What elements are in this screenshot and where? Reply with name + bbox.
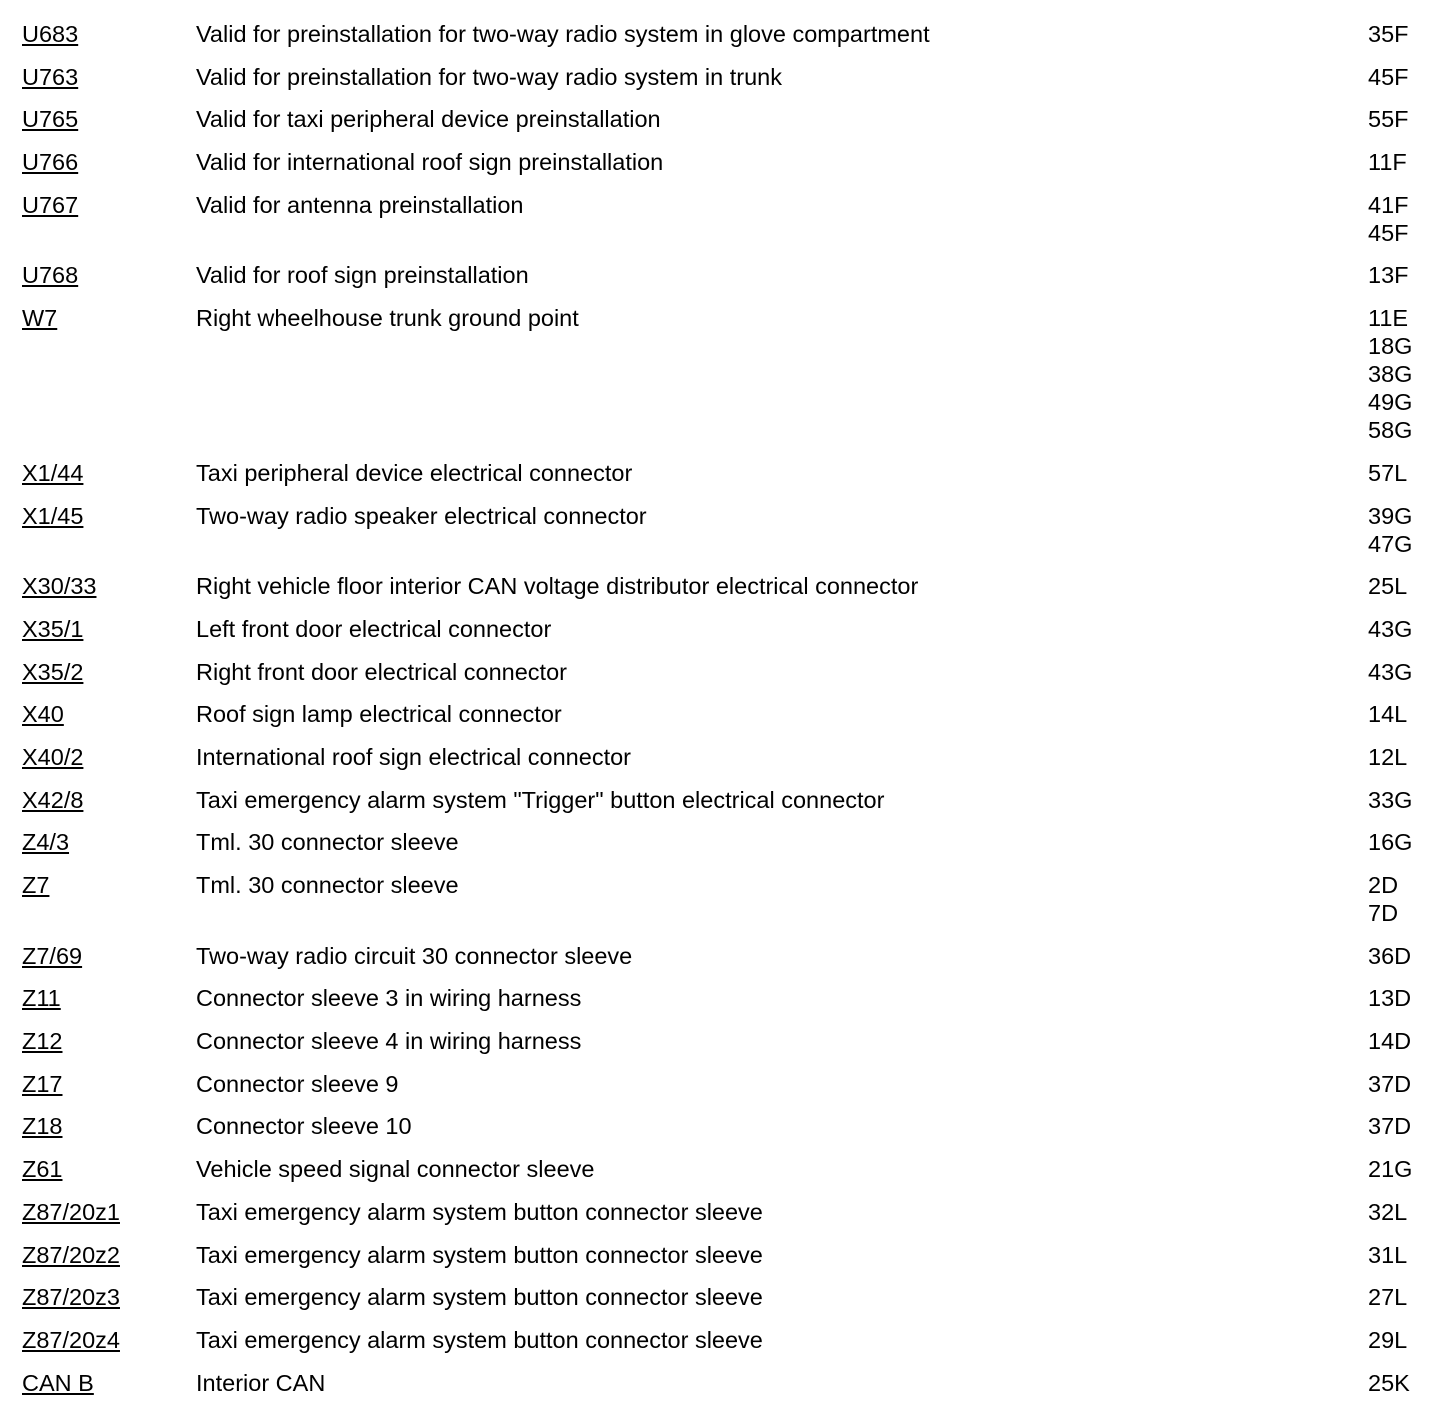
grid-reference: 58G: [1368, 417, 1413, 444]
grid-reference-list: [1368, 1155, 1456, 1183]
component-code-link[interactable]: U683: [22, 21, 79, 47]
legend-row: [0, 1027, 1456, 1070]
component-description: Valid for preinstallation for two-way radio system in trunk: [196, 63, 782, 90]
grid-reference-list: [1368, 261, 1456, 289]
grid-reference: 25L: [1368, 573, 1408, 600]
grid-reference-list: [1368, 304, 1456, 444]
legend-row: [0, 871, 1456, 942]
component-description: Two-way radio circuit 30 connector sleeve: [196, 942, 633, 969]
component-description: Roof sign lamp electrical connector: [196, 701, 562, 728]
component-description: Taxi emergency alarm system button connector sleeve: [196, 1241, 763, 1268]
grid-reference-list: [1368, 191, 1456, 247]
component-code-link[interactable]: X40/2: [22, 743, 84, 770]
grid-reference: 31L: [1368, 1241, 1408, 1268]
component-description: Right front door electrical connector: [196, 658, 567, 685]
grid-reference: 2D: [1368, 872, 1399, 898]
legend-row: [0, 1112, 1456, 1155]
component-description: Right vehicle floor interior CAN voltage distributor electrical connector: [196, 573, 919, 600]
component-description: Left front door electrical connector: [196, 615, 552, 642]
legend-row: [0, 1155, 1456, 1198]
grid-reference: 11F: [1368, 149, 1407, 176]
grid-reference-list: [1368, 786, 1456, 814]
component-code-link[interactable]: Z7/69: [22, 942, 83, 969]
component-code-link[interactable]: X40: [22, 701, 64, 728]
legend-row: [0, 615, 1456, 658]
legend-row: [0, 1070, 1456, 1113]
grid-reference-list: [1368, 1283, 1456, 1311]
grid-reference-list: [1368, 502, 1456, 558]
legend-row: [0, 743, 1456, 786]
grid-reference: 14D: [1368, 1028, 1412, 1055]
legend-row: [0, 148, 1456, 191]
grid-reference-list: [1368, 459, 1456, 487]
component-description: Tml. 30 connector sleeve: [196, 829, 459, 856]
grid-reference: 38G: [1368, 361, 1413, 388]
component-code-link[interactable]: U763: [22, 63, 79, 90]
component-code-link[interactable]: U766: [22, 149, 79, 176]
component-description: Connector sleeve 4 in wiring harness: [196, 1028, 582, 1055]
grid-reference: 43G: [1368, 658, 1413, 685]
grid-reference: 41F: [1368, 191, 1409, 218]
component-code-link[interactable]: X30/33: [22, 573, 97, 600]
component-description: Connector sleeve 10: [196, 1113, 412, 1140]
grid-reference: 27L: [1368, 1284, 1408, 1311]
grid-reference: 47G: [1368, 530, 1413, 557]
grid-reference: 14L: [1368, 701, 1408, 728]
grid-reference: 55F: [1368, 106, 1409, 133]
grid-reference: 45F: [1368, 63, 1409, 90]
legend-row: [0, 984, 1456, 1027]
grid-reference-list: [1368, 984, 1456, 1012]
grid-reference-list: [1368, 828, 1456, 856]
grid-reference: 13D: [1368, 985, 1412, 1012]
grid-reference-list: [1368, 942, 1456, 970]
component-code-link[interactable]: CAN B: [22, 1369, 94, 1396]
grid-reference: 32L: [1368, 1198, 1408, 1225]
component-description: Valid for international roof sign preinstallation: [196, 149, 664, 176]
legend-row: [0, 572, 1456, 615]
component-description: Connector sleeve 9: [196, 1070, 399, 1097]
grid-reference: 57L: [1368, 459, 1408, 486]
grid-reference: 36D: [1368, 942, 1412, 969]
component-code-link[interactable]: W7: [22, 305, 58, 332]
component-description: Valid for antenna preinstallation: [196, 191, 524, 218]
component-description: Valid for taxi peripheral device preinstallation: [196, 106, 661, 133]
legend-row: [0, 786, 1456, 829]
grid-reference: 37D: [1368, 1113, 1412, 1140]
component-code-link[interactable]: Z4/3: [22, 829, 70, 856]
component-description: Taxi emergency alarm system button connector sleeve: [196, 1284, 763, 1311]
component-description: Right wheelhouse trunk ground point: [196, 305, 579, 332]
grid-reference-list: [1368, 871, 1456, 927]
component-description: International roof sign electrical connector: [196, 743, 631, 770]
grid-reference-list: [1368, 700, 1456, 728]
component-code-link[interactable]: Z61: [22, 1156, 63, 1183]
legend-row: [0, 1198, 1456, 1241]
component-description: Connector sleeve 3 in wiring harness: [196, 985, 582, 1012]
legend-row: [0, 658, 1456, 701]
component-code-link[interactable]: Z11: [22, 985, 61, 1012]
grid-reference: 43G: [1368, 615, 1413, 642]
component-code-link[interactable]: Z7: [22, 872, 50, 898]
component-description: Vehicle speed signal connector sleeve: [196, 1156, 595, 1183]
grid-reference: 25K: [1368, 1369, 1410, 1396]
grid-reference: 13F: [1368, 262, 1409, 289]
legend-row: [0, 502, 1456, 573]
grid-reference-list: [1368, 1369, 1456, 1397]
component-description: Taxi emergency alarm system button connector sleeve: [196, 1198, 763, 1225]
legend-row: [0, 1326, 1456, 1369]
grid-reference-list: [1368, 20, 1456, 48]
grid-reference: 12L: [1368, 743, 1408, 770]
legend-row: [0, 191, 1456, 262]
grid-reference-list: [1368, 148, 1456, 176]
grid-reference: 39G: [1368, 502, 1413, 529]
grid-reference: 29L: [1368, 1326, 1408, 1353]
component-code-link[interactable]: U767: [22, 191, 79, 218]
grid-reference: 11E: [1368, 305, 1409, 332]
legend-row: [0, 1241, 1456, 1284]
legend-row: [0, 304, 1456, 459]
grid-reference-list: [1368, 658, 1456, 686]
grid-reference-list: [1368, 1241, 1456, 1269]
legend-row: [0, 828, 1456, 871]
component-code-link[interactable]: X42/8: [22, 786, 84, 813]
component-code-link[interactable]: U768: [22, 262, 79, 289]
component-code-link[interactable]: X35/2: [22, 658, 84, 685]
grid-reference-list: [1368, 1198, 1456, 1226]
grid-reference: 7D: [1368, 900, 1399, 926]
grid-reference-list: [1368, 743, 1456, 771]
component-code-link[interactable]: Z87/20z4: [22, 1326, 120, 1353]
legend-row: [0, 459, 1456, 502]
component-code-link[interactable]: Z17: [22, 1070, 63, 1097]
grid-reference: 16G: [1368, 829, 1413, 856]
grid-reference: 18G: [1368, 333, 1413, 360]
grid-reference-list: [1368, 1112, 1456, 1140]
grid-reference: 35F: [1368, 21, 1409, 47]
grid-reference: 37D: [1368, 1070, 1412, 1097]
grid-reference-list: [1368, 63, 1456, 91]
legend-row: [0, 1283, 1456, 1326]
component-code-link[interactable]: X1/45: [22, 502, 84, 529]
component-code-link[interactable]: Z18: [22, 1113, 63, 1140]
legend-row: [0, 63, 1456, 106]
component-description: Interior CAN: [196, 1369, 326, 1396]
component-description: Taxi peripheral device electrical connector: [196, 459, 633, 486]
legend-row: [0, 942, 1456, 985]
component-description: Tml. 30 connector sleeve: [196, 872, 459, 898]
component-description: Valid for preinstallation for two-way radio system in glove compartment: [196, 21, 930, 47]
legend-row: [0, 700, 1456, 743]
component-code-link[interactable]: U765: [22, 106, 79, 133]
grid-reference-list: [1368, 1326, 1456, 1354]
grid-reference: 45F: [1368, 219, 1409, 246]
component-description: Taxi emergency alarm system "Trigger" button electrical connector: [196, 786, 885, 813]
grid-reference: 33G: [1368, 786, 1413, 813]
grid-reference-list: [1368, 615, 1456, 643]
grid-reference-list: [1368, 572, 1456, 600]
component-description: Taxi emergency alarm system button connector sleeve: [196, 1326, 763, 1353]
legend-row: [0, 105, 1456, 148]
component-description: Two-way radio speaker electrical connector: [196, 502, 647, 529]
grid-reference-list: [1368, 105, 1456, 133]
legend-row: [0, 261, 1456, 304]
component-code-link[interactable]: Z87/20z3: [22, 1284, 120, 1311]
legend-row: [0, 20, 1456, 63]
grid-reference-list: [1368, 1070, 1456, 1098]
component-code-link[interactable]: Z87/20z1: [22, 1198, 120, 1225]
grid-reference-list: [1368, 1027, 1456, 1055]
grid-reference: 49G: [1368, 389, 1413, 416]
component-code-link[interactable]: X1/44: [22, 459, 84, 486]
component-description: Valid for roof sign preinstallation: [196, 262, 529, 289]
legend-row: [0, 1369, 1456, 1412]
component-code-link[interactable]: X35/1: [22, 615, 84, 642]
grid-reference: 21G: [1368, 1156, 1413, 1183]
component-code-link[interactable]: Z87/20z2: [22, 1241, 120, 1268]
component-code-link[interactable]: Z12: [22, 1028, 63, 1055]
